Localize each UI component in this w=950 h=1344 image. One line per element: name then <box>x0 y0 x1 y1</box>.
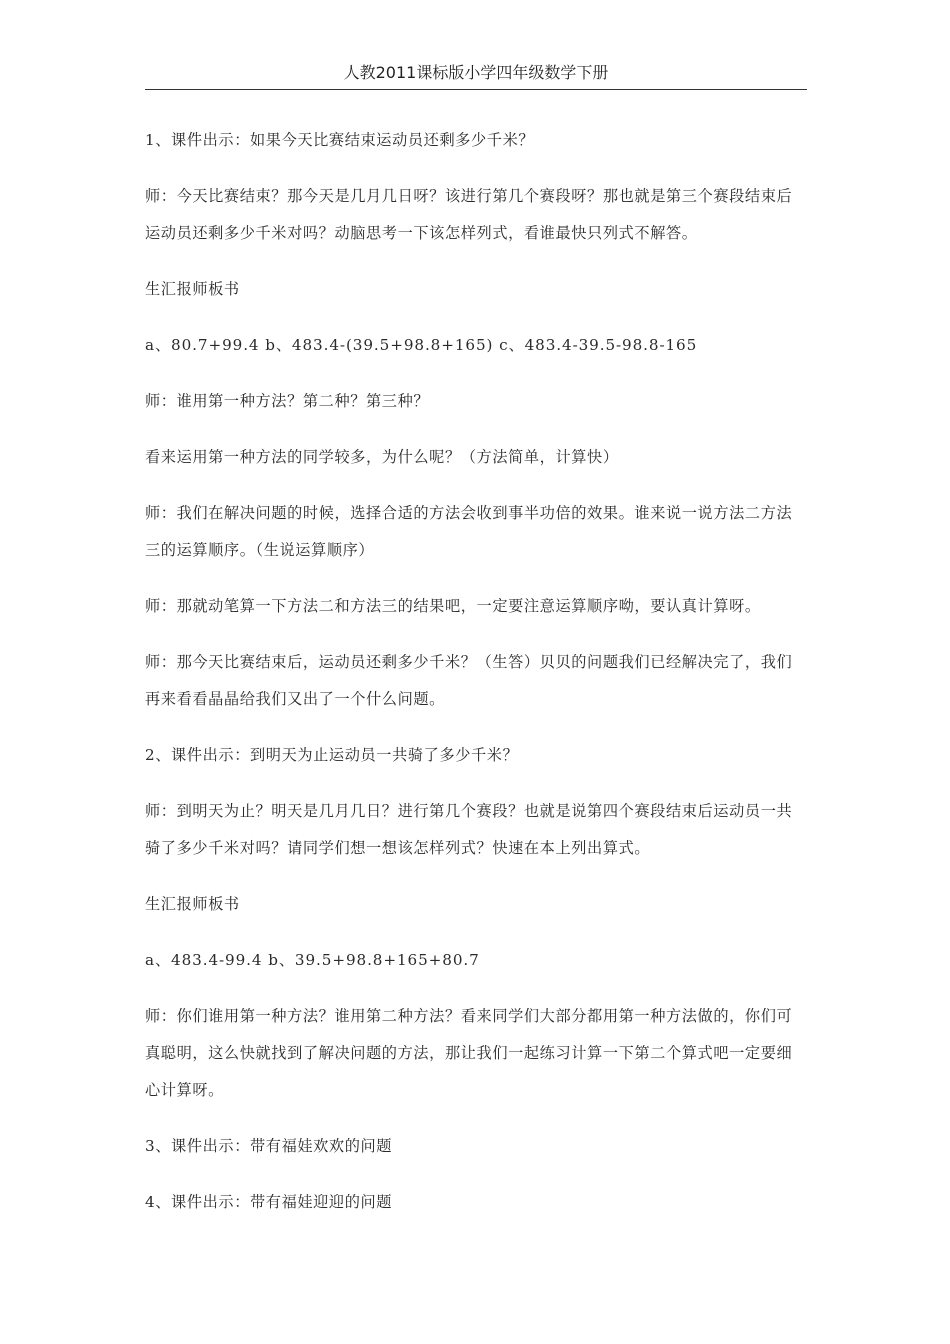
paragraph-formulas-1: a、80.7+99.4 b、483.4-(39.5+98.8+165) c、483.4-39.5-98.8-165 <box>145 336 698 354</box>
paragraph-teacher-5: 师：那今天比赛结束后，运动员还剩多少千米？（生答）贝贝的问题我们已经解决完了，我们再来看看晶晶给我们又出了一个什么问题。 <box>145 653 793 708</box>
paragraph-reason: 看来运用第一种方法的同学较多，为什么呢？（方法简单，计算快） <box>145 448 619 466</box>
paragraph-question-4: 4、课件出示：带有福娃迎迎的问题 <box>145 1193 393 1211</box>
page-header-title: 人教2011课标版小学四年级数学下册 <box>343 63 609 82</box>
paragraph-teacher-1: 师：今天比赛结束？那今天是几月几日呀？该进行第几个赛段呀？那也就是第三个赛段结束后运动员还剩多少千米对吗？动脑思考一下该怎样列式，看谁最快只列式不解答。 <box>145 187 793 242</box>
paragraph-teacher-3: 师：我们在解决问题的时候，选择合适的方法会收到事半功倍的效果。谁来说一说方法二方法三的运算顺序。（生说运算顺序） <box>145 504 793 559</box>
paragraph-teacher-6: 师：到明天为止？明天是几月几日？进行第几个赛段？也就是说第四个赛段结束后运动员一共骑了多少千米对吗？请同学们想一想该怎样列式？快速在本上列出算式。 <box>145 802 793 857</box>
paragraph-board-1: 生汇报师板书 <box>145 280 240 298</box>
paragraph-question-3: 3、课件出示：带有福娃欢欢的问题 <box>145 1137 393 1155</box>
header-divider <box>145 89 807 90</box>
document-body <box>145 122 807 1240</box>
paragraph-teacher-4: 师：那就动笔算一下方法二和方法三的结果吧，一定要注意运算顺序呦，要认真计算呀。 <box>145 597 761 615</box>
paragraph-formulas-2: a、483.4-99.4 b、39.5+98.8+165+80.7 <box>145 951 480 969</box>
paragraph-teacher-7: 师：你们谁用第一种方法？谁用第二种方法？看来同学们大部分都用第一种方法做的，你们可真聪明，这么快就找到了解决问题的方法，那让我们一起练习计算一下第二个算式吧一定要细心计算呀。 <box>145 1007 793 1099</box>
paragraph-teacher-2: 师：谁用第一种方法？第二种？第三种？ <box>145 392 430 410</box>
paragraph-board-2: 生汇报师板书 <box>145 895 240 913</box>
paragraph-question-2: 2、课件出示：到明天为止运动员一共骑了多少千米？ <box>145 746 519 764</box>
paragraph-question-1: 1、课件出示：如果今天比赛结束运动员还剩多少千米？ <box>145 131 535 149</box>
